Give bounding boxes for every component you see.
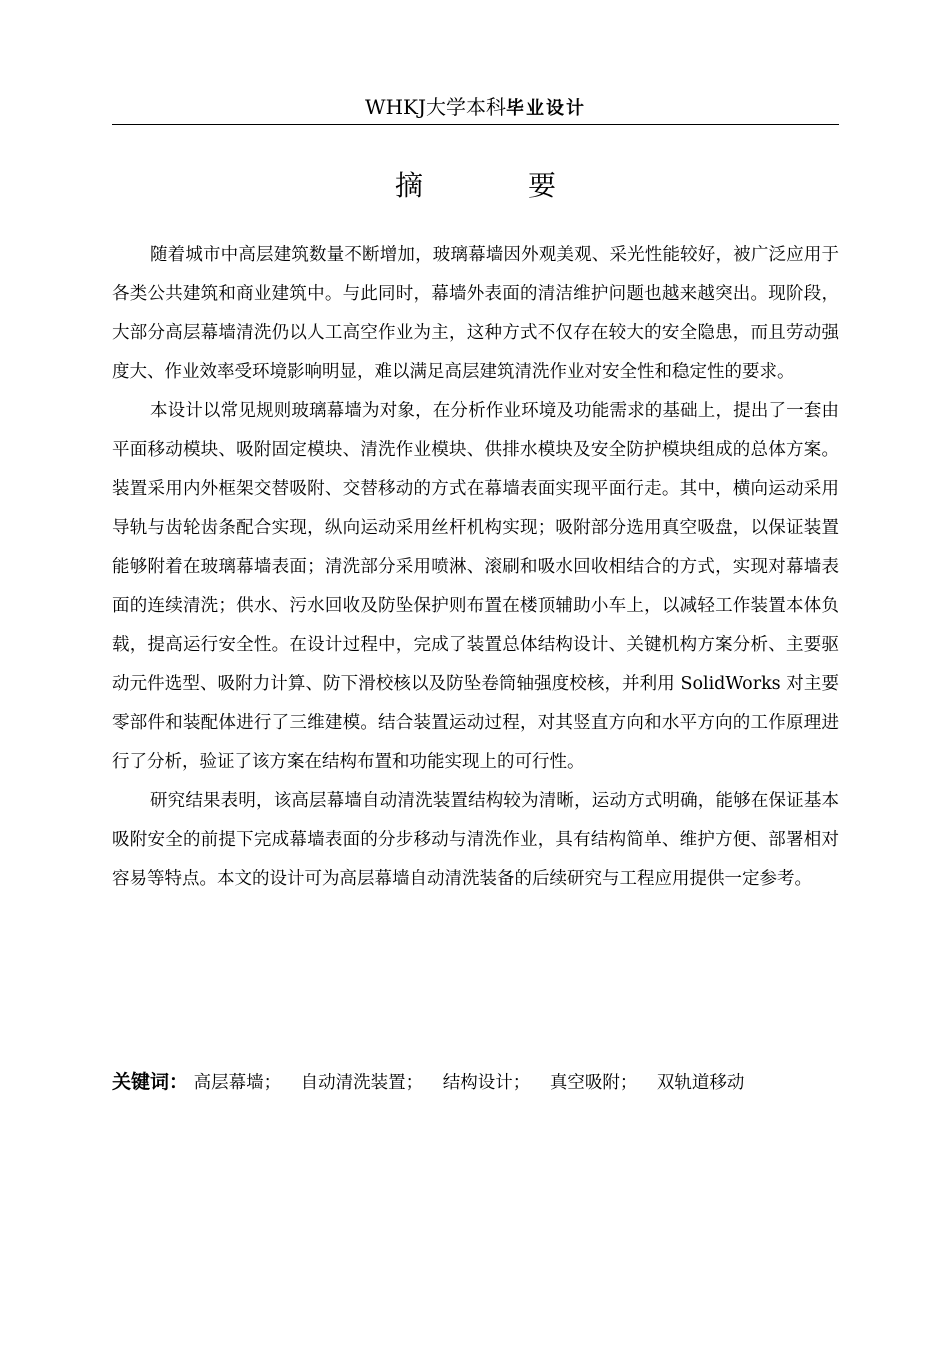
keyword-1: 高层幕墙； bbox=[193, 1073, 282, 1093]
header-title bbox=[365, 94, 586, 122]
keyword-3: 结构设计； bbox=[442, 1073, 531, 1093]
header-title-main: WHKJ大学本科 bbox=[365, 95, 506, 119]
keywords-line bbox=[112, 1067, 839, 1098]
abstract-title: 摘 要 bbox=[395, 169, 604, 202]
abstract-paragraph-3: 研究结果表明，该高层幕墙自动清洗装置结构较为清晰，运动方式明确，能够在保证基本吸附安全的前提下完成幕墙表面的分步移动与清洗作业，具有结构简单、维护方便、部署相对容易等特点。本文的设计可为高层幕墙自动清洗装备的后续研究与工程应用提供一定参考。 bbox=[112, 791, 839, 889]
abstract-paragraph-1: 随着城市中高层建筑数量不断增加，玻璃幕墙因外观美观、采光性能较好，被广泛应用于各类公共建筑和商业建筑中。与此同时，幕墙外表面的清洁维护问题也越来越突出。现阶段，大部分高层幕墙清洗仍以人工高空作业为主，这种方式不仅存在较大的安全隐患，而且劳动强度大、作业效率受环境影响明显，难以满足高层建筑清洗作业对安全性和稳定性的要求。 bbox=[112, 245, 839, 382]
keyword-5: 双轨道移动 bbox=[656, 1073, 745, 1093]
keywords-label: 关键词： bbox=[112, 1071, 189, 1093]
header-title-sub: 毕业设计 bbox=[505, 98, 586, 119]
page-header bbox=[112, 94, 839, 125]
abstract-paragraph-2: 本设计以常见规则玻璃幕墙为对象，在分析作业环境及功能需求的基础上，提出了一套由平面移动模块、吸附固定模块、清洗作业模块、供排水模块及安全防护模块组成的总体方案。装置采用内外框架交替吸附、交替移动的方式在幕墙表面实现平面行走。其中，横向运动采用导轨与齿轮齿条配合实现，纵向运动采用丝杆机构实现；吸附部分选用真空吸盘，以保证装置能够附着在玻璃幕墙表面；清洗部分采用喷淋、滚刷和吸水回收相结合的方式，实现对幕墙表面的连续清洗；供水、污水回收及防坠保护则布置在楼顶辅助小车上，以减轻工作装置本体负载，提高运行安全性。在设计过程中，完成了装置总体结构设计、关键机构方案分析、主要驱动元件选型、吸附力计算、防下滑校核以及防坠卷筒轴强度校核，并利用 SolidWorks 对主要零部件和装配体进行了三维建模。结合装置运动过程，对其竖直方向和水平方向的工作原理进行了分析，验证了该方案在结构布置和功能实现上的可行性。 bbox=[112, 401, 839, 772]
keyword-4: 真空吸附； bbox=[549, 1073, 638, 1093]
keyword-2: 自动清洗装置； bbox=[300, 1073, 424, 1093]
abstract-body bbox=[112, 236, 839, 899]
